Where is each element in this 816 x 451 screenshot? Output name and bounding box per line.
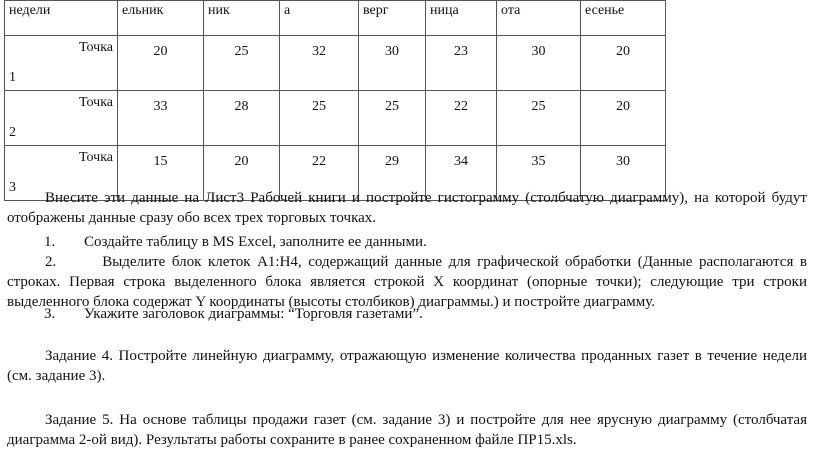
table-header-row — [5, 1, 666, 36]
task-5-paragraph: Задание 5. На основе таблицы продажи газет (см. задание 3) и постройте для нее ярусную диаграмму (столбчатая диаграмма 2-ой вид). Результаты работы сохраните в ранее сохраненном файле ПР15.xls. — [7, 412, 807, 448]
row-number: 3 — [9, 180, 16, 195]
table-cell: 28 — [204, 91, 280, 146]
header-cell: ота — [497, 1, 581, 36]
table-cell: 32 — [280, 36, 359, 91]
table-cell: 15 — [118, 146, 204, 201]
table-cell: 30 — [497, 36, 581, 91]
row-number: 1 — [9, 70, 16, 85]
table-cell: 22 — [280, 146, 359, 201]
table-cell: 34 — [426, 146, 497, 201]
list-item-number: 3. — [44, 306, 56, 322]
table-cell: 30 — [359, 36, 426, 91]
row-header-cell — [5, 91, 118, 146]
table-row — [5, 36, 666, 91]
list-item-text: Создайте таблицу в MS Excel, заполните ее данными. — [84, 234, 427, 250]
table-cell: 20 — [118, 36, 204, 91]
table-row — [5, 91, 666, 146]
table-cell: 25 — [359, 91, 426, 146]
table-cell: 35 — [497, 146, 581, 201]
list-item-text: Укажите заголовок диаграммы: “Торговля газетами”. — [84, 306, 423, 322]
header-cell: ник — [204, 1, 280, 36]
table-cell: 33 — [118, 91, 204, 146]
intro-paragraph: Внесите эти данные на Лист3 Рабочей книги и постройте гистограмму (столбчатую диаграмму), на которой будут отображены данные сразу обо всех трех торговых точках. — [7, 190, 807, 226]
row-label: Точка — [79, 40, 113, 55]
table-cell: 22 — [426, 91, 497, 146]
header-cell: недели — [5, 1, 118, 36]
table-cell: 30 — [581, 146, 666, 201]
table-cell: 20 — [581, 91, 666, 146]
table-cell: 20 — [581, 36, 666, 91]
header-cell: есенье — [581, 1, 666, 36]
header-cell: ница — [426, 1, 497, 36]
list-item — [7, 252, 807, 312]
header-cell: ельник — [118, 1, 204, 36]
row-number: 2 — [9, 125, 16, 140]
table-cell: 25 — [280, 91, 359, 146]
table-cell: 25 — [497, 91, 581, 146]
table-cell: 29 — [359, 146, 426, 201]
table-cell: 20 — [204, 146, 280, 201]
row-label: Точка — [79, 150, 113, 165]
task-4-paragraph: Задание 4. Постройте линейную диаграмму, отражающую изменение количества проданных газет в течение недели (см. задание 3). — [7, 348, 807, 384]
header-cell: верг — [359, 1, 426, 36]
row-label: Точка — [79, 95, 113, 110]
header-cell: а — [280, 1, 359, 36]
list-item-text: Выделите блок клеток А1:Н4, содержащий данные для графической обработки (Данные располагаются в строках. Первая строка выделенного блока является строкой Х координат (опорные точки); следующие три строки выделенного блока содержат Y координаты (высоты столбиков) диаграммы.) и постройте диаграмму. — [7, 254, 807, 310]
row-header-cell — [5, 36, 118, 91]
table-cell: 23 — [426, 36, 497, 91]
list-item-number: 2. — [45, 254, 57, 270]
table-cell: 25 — [204, 36, 280, 91]
sales-table — [4, 0, 666, 201]
list-item-number: 1. — [44, 234, 56, 250]
